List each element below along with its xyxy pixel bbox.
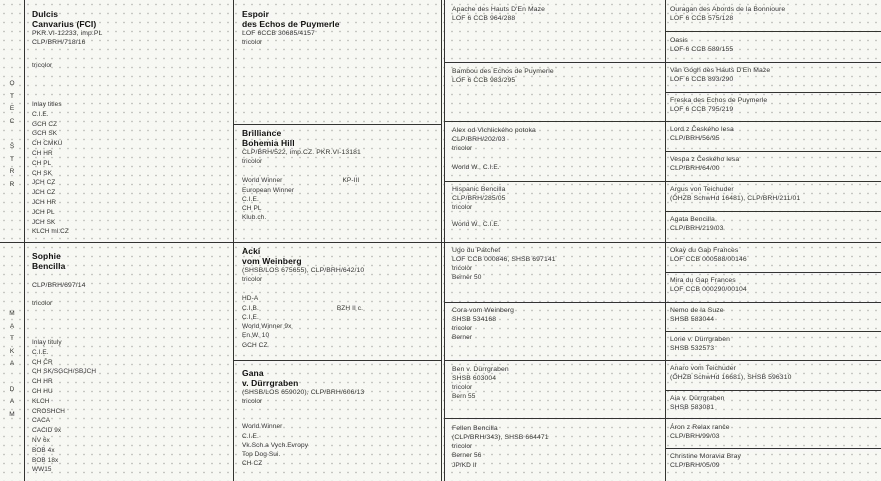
gg-grandparent-entry: Christine Moravia Bray CLP/BRH/05/09 [670,453,741,469]
gg-grandparent-entry: Lorie v. Dürrgraben SHSB 532573 [670,336,730,352]
sire-titles: Inlay titles C.I.E. GCH CZ GCH SK CH CMKU CH HR CH PL CH SK JCH CZ JCH CZ JCH HR JCH PL JCH SK KLCH ml.CZ [32,101,69,236]
row-divider [444,418,881,419]
column-divider [233,0,234,481]
row-divider [444,181,881,182]
row-divider [233,360,441,361]
row-divider [444,360,881,361]
dam-name-2: Bencilla [32,261,66,271]
column-divider [441,0,442,481]
gg-grandparent-entry: Ouragan des Abords de la Bonnioure LOF 6 CCB 575/128 [670,6,786,22]
dam-name: Sophie [32,251,61,261]
gg-grandparent-entry: Nemo de la Suze SHSB 583044 [670,307,724,323]
row-divider [665,272,881,273]
gg-grandparent-entry: Agata Bencilla CLP/BRH/219/03 [670,216,724,232]
gg-grandparent-entry: Argus von Teichuder (ÖHZB SchwHd 16481), CLP/BRH/211/01 [670,186,801,202]
row-divider [665,151,881,152]
dam-titles: Inlay tituly C.I.E. CH ČR CH SK/SGCH/SBJCH CH HR CH HU KLCH CROSHCH CACA CACID 9x NV 6x BOB 4x BOB 18x WW15 [32,339,97,474]
sire-name-2: Canvarius (FCI) [32,19,97,29]
great-grandparent-entry: Hispanic Bencilla CLP/BRH/285/05 tricolor World W., C.I.E. [452,186,506,229]
column-divider [24,0,25,481]
row-divider [665,390,881,391]
gg-grandparent-entry: Aia v. Dürrgraben SHSB 583081 [670,395,725,411]
row-divider [665,448,881,449]
mother-side-label: M A T K A D A M [9,310,15,418]
row-divider [444,62,881,63]
gg-grandparent-entry: Mira du Gap Frances LOF CCB 000290/00104 [670,277,747,293]
sire-entry [32,9,102,70]
gg-grandparent-entry: Anaro vom Teichuder (ÖHZB SchwHd 16681), SHSB 596310 [670,365,792,381]
gg-grandparent-entry: Okay du Gap Frances LOF CCB 000588/00146 [670,247,747,263]
dam-reg: CLP/BRH/697/14 [32,282,86,289]
column-divider [444,0,445,481]
dam-entry [32,251,86,308]
gg-grandparent-entry: Lord z Českého lesa CLP/BRH/56/95 [670,126,734,142]
column-divider [665,0,666,481]
grandparent-entry: Gana v. Dürrgraben (SHSB/LOS 659020), CLP/BRH/606/13 tricolor World Winner C.I.E. Vk.Sch.a Vych.Evropy Top Dog Sui. CH CZ [242,368,365,468]
row-divider [665,92,881,93]
great-grandparent-entry: Ugo du Patchet LOF CCB 000846, SHSB 697141 tricolor Berner 50 [452,247,556,282]
gg-grandparent-entry: Freska des Echos de Puymerle LOF 6 CCB 795/219 [670,97,768,113]
great-grandparent-entry: Fellen Bencilla (CLP/BRH/343), SHSB 664471 tricolor Berner 56 JP/KD II [452,425,549,469]
great-grandparent-entry: Apache des Hauts D'En Maze LOF 6 CCB 964/288 [452,6,546,22]
grandparent-entry: Brilliance Bohemia Hill CLP/BRH/522, imp.CZ. PKR.VI-13181 tricolor World Winner KP-III European Winner C.I.E. CH PL Klub.ch. [242,128,361,222]
gg-grandparent-entry: Van Gogh des Hauts D'En Maze LOF 6 CCB 893/290 [670,67,771,83]
row-divider [665,31,881,32]
dam-color: tricolor [32,300,53,307]
row-divider [444,121,881,122]
sire-reg: PKR.VI-12233, imp.PL [32,30,103,37]
father-side-label: O T E C Š T R R [9,80,15,188]
row-divider [665,211,881,212]
grandparent-entry: Espoir des Echos de Puymerle LOF 6CCB 30685/4157 tricolor [242,9,340,46]
sire-dam-divider [0,242,881,243]
great-grandparent-entry: Cora vom Weinberg SHSB 534168 tricolor Berner [452,307,515,342]
great-grandparent-entry: Ben v. Dürrgraben SHSB 603004 tricolor Bern 55 [452,366,509,401]
sire-name: Dulcis [32,9,59,19]
gg-grandparent-entry: Vespa z Českého lesa CLP/BRH/64/00 [670,156,740,172]
great-grandparent-entry: Alex od Vlchlického potoka CLP/BRH/202/03 tricolor World W., C.I.E. [452,127,536,172]
row-divider [665,331,881,332]
great-grandparent-entry: Bambou des Echos de Puymerle LOF 6 CCB 983/295 [452,68,554,84]
row-divider [444,302,881,303]
sire-reg-2: CLP/BRH/718/16 [32,39,86,46]
sire-color: tricolor [32,62,53,69]
gg-grandparent-entry: Oasis LOF 6 CCB 589/155 [670,37,734,53]
gg-grandparent-entry: Áron z Relax ranče CLP/BRH/99/03 [670,424,730,440]
row-divider [233,124,441,125]
grandparent-entry: Acki vom Weinberg (SHSB/LOS 675655), CLP/BRH/642/10 tricolor HD-A C.I.B. BZH II c. C.I.E. World Winner 9x En.W. 10 GCH CZ [242,246,365,349]
